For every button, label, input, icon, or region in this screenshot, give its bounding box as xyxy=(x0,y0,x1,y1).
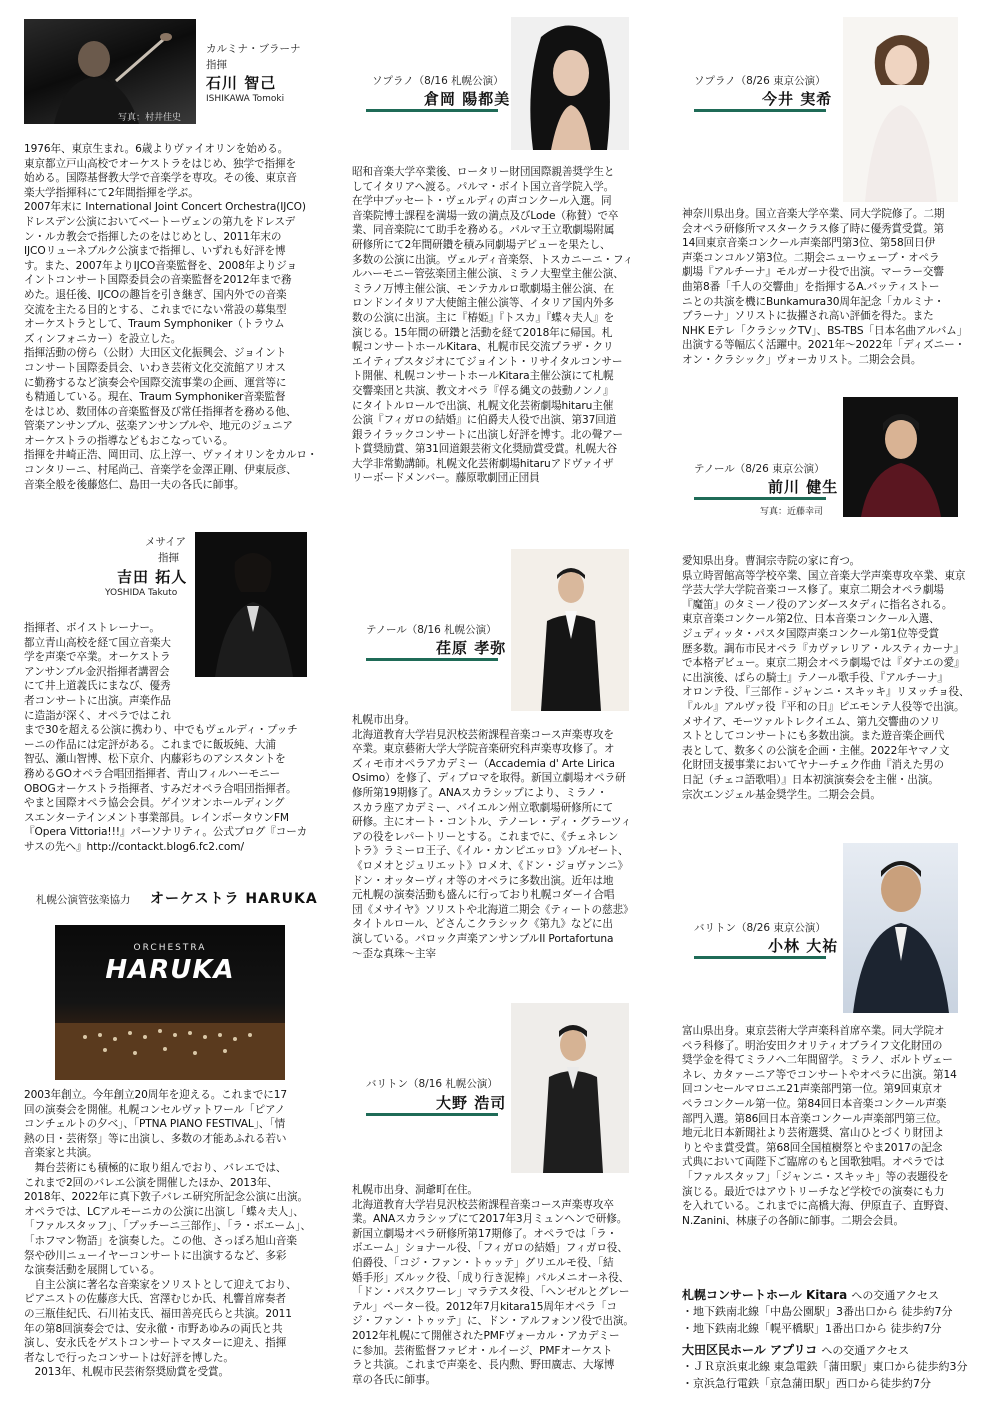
yoshida-romaji: YOSHIDA Takuto xyxy=(105,588,178,598)
kuraoka-bio: 昭和音楽大学卒業後、ロータリー財団国際親善奨学生と してイタリアへ渡る。パルマ・ボイト国立音学院入学。 在学中プッセート・ヴェルディの声コンクール入選。同 音楽院博士課程を満場一致の満点及びLode（称賛）で卒 業、同音楽院にて助手を務める。パルマ王立歌劇場附属 研修所にて2年間研鑽を積み同劇場デビューを果たし、 多数の公演に出演。ヴェルディ音楽祭、トスカニーニ・フィ ルハーモニー管弦楽団主催公演、ミラノ大聖堂主催公演、 ミラノ万博主催公演、モンテカルロ歌劇場主催公演、在 ロンドンイタリア大使館主催公演等、イタリア国内外多 数の公演に出演。主に『椿姫』『トスカ』『蝶々夫人』を 演じる。15年間の研鑽と活動を経て2018年に帰国。札 幌コンサートホールKitara、札幌市民交流プラザ・クリ エイティブスタジオにてジョイント・リサイタルコンサー ト開催、札幌コンサートホールKitara主催公演にて札幌 交響楽団と共演、教文オペラ『俘る縄文の鼓動ノンノ』 にタイトルロールで出演、札幌文化芸術劇場hitaru主催 公演『フィガロの結婚』に伯爵夫人役で出演、第37回道 銀ライラックコンサートに出演し好評を博す。北の聲アー ト賞奨励賞、第31回道銀芸術文化奨励賞受賞。札幌大谷 大学非常勤講師。札幌文化芸術劇場hitaruアドヴァイザ リーボードメンバー。藤原歌劇団正団員 xyxy=(352,166,634,485)
kitara-access-suffix: への交通アクセス xyxy=(851,1289,940,1302)
kitara-access-line-1: ・地下鉄南北線「中島公園駅」3番出口から 徒歩約7分 xyxy=(682,1305,953,1318)
kuraoka-name: 倉岡 陽都美 xyxy=(424,90,511,108)
kuraoka-photo xyxy=(511,17,629,150)
ishikawa-romaji: ISHIKAWA Tomoki xyxy=(206,94,285,104)
ohno-photo xyxy=(511,1003,629,1173)
kobayashi-role: バリトン（8/26 東京公演） xyxy=(694,922,826,934)
imai-bio: 神奈川県出身。国立音楽大学卒業、同大学院修了。二期 会オペラ研修所マスタークラス修了時に優秀賞受賞。第 14回東京音楽コンクール声楽部門第3位、第58回日伊 声楽コンコルソ第3位。二期会ニューウェーブ・オペラ 劇場『アルチーナ』モルガーナ役で出演。マーラー交響 曲第8番「千人の交響曲」を指揮するA.バッティストー ニとの共演を機にBunkamura30周年記念「カルミナ・ ブラーナ」ソリストに抜擢され高い評価を得た。また NHK Eテレ「クラシックTV」、BS-TBS「日本名曲アルバム」 出演する等幅広く活躍中。2021年～2022年「ディズニー・ オン・クラシック」ヴォーカリスト。二期会会員。 xyxy=(682,208,968,366)
maekawa-underline xyxy=(694,497,826,500)
kuraoka-underline xyxy=(366,109,498,112)
yoshida-role-piece: メサイア xyxy=(145,536,186,548)
kanbara-name: 荏原 孝弥 xyxy=(436,639,507,657)
kanbara-role: テノール（8/16 札幌公演） xyxy=(366,624,497,636)
kanbara-photo xyxy=(511,549,629,711)
kitara-access-venue: 札幌コンサートホール Kitara xyxy=(682,1288,848,1302)
ohno-role: バリトン（8/16 札幌公演） xyxy=(366,1078,498,1090)
aprico-access-suffix: への交通アクセス xyxy=(821,1344,910,1357)
yoshida-name: 吉田 拓人 xyxy=(117,568,188,586)
haruka-logo-main: HARUKA xyxy=(105,955,235,985)
haruka-support-label: 札幌公演管弦楽協力 xyxy=(36,894,131,906)
haruka-photo xyxy=(55,925,285,1080)
aprico-access-line-2: ・京浜急行電鉄「京急蒲田駅」西口から徒歩約7分 xyxy=(682,1377,931,1390)
maekawa-photo-credit: 写真：近藤幸司 xyxy=(760,507,824,517)
imai-underline xyxy=(694,109,826,112)
ishikawa-role-piece: カルミナ・ブラーナ xyxy=(206,43,301,55)
imai-portrait xyxy=(843,17,958,202)
ohno-name: 大野 浩司 xyxy=(436,1094,507,1112)
yoshida-bio: 指揮者、ボイストレーナー。 都立青山高校を経て国立音楽大 学を声楽で卒業。オーケストラ アンサンブル金沢指揮者講習会 にて井上道義氏にまなび、優秀 者コンサートに出演。声楽作品 に造詣が深く、オペラではこれ まで30を超える公演に携わり、中でもヴェルディ・プッチ ーニの作品には定評がある。これまでに飯坂純、大浦 智弘、瀬山智博、松下京介、内藤彩ちのアシスタントを 務めるGOオペラ合唱団指揮者、青山フィルハーモニー OBOGオーケストラ指揮者、すみだオペラ合唱団指揮者。 やまと国際オペラ協会会員。ゲイツオンホールディング スエンターテインメント事業部員。レインボータウンFM 『Opera Vittoria!!!』パーソナリティ。公式ブログ『コーカ サスの先へ』http://contackt.blog6.fc2.com/ xyxy=(24,622,308,853)
kitara-access-title xyxy=(682,1286,939,1303)
aprico-access-venue: 大田区民ホール アプリコ xyxy=(682,1343,818,1357)
kitara-access-line-2: ・地下鉄南北線「幌平橋駅」1番出口から 徒歩約7分 xyxy=(682,1322,942,1335)
haruka-bio: 2003年創立。今年創立20周年を迎える。これまでに17 回の演奏会を開催。札幌コンセルヴァトワール「ピアノ コンチェルトの夕べ」、「PTNA PIANO FESTIVAL」、「情 熱の日・芸術祭」等に出演し、多数の才能あふれる若い 音楽家と共演。 舞台芸術にも積極的に取り組んでおり、バレエでは、 これまで2回のバレエ公演を開催したほか、2013年、 2018年、2022年に真下敦子バレエ研究所記念公演に出演。 オペラでは、LCアルモーニカの公演に出演し「蝶々夫人」、 「ファルスタッフ」、「プッチーニ三部作」、「ラ・ボエーム」、 「ホフマン物語」を演奏した。この他、さっぽろ旭山音楽 祭や砂川ニューイヤーコンサートに出演するなど、多彩 な演奏活動を展開している。 自主公演に著名な音楽家をソリストとして迎えており、 ピアニストの佐藤彦大氏、宮澤むじか氏、札響首席奏者 の三瓶佳紀氏、石川祐支氏、福田善亮氏らと共演。2011 年の第8回演奏会では、安永徹・市野あゆみの両氏と共 演し、安永氏をゲストコンサートマスターに迎え、指揮 者なしで行ったコンサートは好評を博した。 2013年、札幌市民芸術祭奨励賞を受賞。 xyxy=(24,1089,312,1379)
ishikawa-bio: 1976年、東京生まれ。6歳よりヴァイオリンを始める。 東京都立戸山高校でオーケストラをはじめ、独学で指揮を 始める。国際基督教大学で音楽学を専攻。その後、東京音 楽大学指揮科にて2年間指揮を学ぶ。 2007年末に International Joint Concert Orchestra(IJCO) ドレスデン公演においてベートーヴェンの第九をドレスデ ン・ルカ教会で指揮したのをはじめとし、2011年末の IJCOリューネブルク公演まで指揮し、いずれも好評を博 す。また、2007年よりIJCO音楽監督を、2008年よりジョ イントコンサート国際委員会の音楽監督を2012年まで務 めた。退任後、IJCOの趣旨を引き継ぎ、国内外での音楽 交流を主たる目的とする、これまでにない常設の募集型 オーケストラとして、Traum Symphoniker（トラウム ズィンフォニカー）を設立した。 指揮活動の傍ら（公財）大田区文化振興会、ジョイント コンサート国際委員会、いわき芸術文化交流館アリオス に勤務するなど演奏会や国際交流事業の企画、運営等に も精通している。現在、Traum Symphoniker音楽監督 をはじめ、数団体の音楽監督及び常任指揮者を務める他、 管楽アンサンブル、弦楽アンサンブルや、地元のジュニア オーケストラの指導などもおこなっている。 指揮を井崎正浩、岡田司、広上淳一、ヴァイオリンをカルロ・ コンタリーニ、村尾尚己、音楽学を金澤正剛、伊東辰彦、 音楽全般を後藤悠仁、島田一夫の各氏に師事。 xyxy=(24,143,318,491)
ishikawa-name: 石川 智己 xyxy=(206,74,277,92)
yoshida-role-title: 指揮 xyxy=(158,552,179,564)
aprico-access-title xyxy=(682,1341,909,1358)
kobayashi-name: 小林 大祐 xyxy=(768,937,839,955)
haruka-logo-top: ORCHESTRA xyxy=(133,943,207,953)
kuraoka-role: ソプラノ（8/16 札幌公演） xyxy=(372,75,504,87)
maekawa-photo xyxy=(843,397,958,517)
imai-role: ソプラノ（8/26 東京公演） xyxy=(694,75,826,87)
ohno-portrait xyxy=(511,1003,629,1173)
ohno-underline xyxy=(366,1113,498,1116)
kobayashi-underline xyxy=(694,956,826,959)
kobayashi-bio: 富山県出身。東京芸術大学声楽科首席卒業。同大学院オ ペラ科修了。明治安田クオリティオブライフ文化財団の 奨学金を得てミラノへ二年間留学。ミラノ、ボルトヴェー ネレ、カタァーニア等でコンサートやオペラに出演。第14 回コンセールマロニエ21声楽部門第一位。第9回東京オ ペラコンクール第一位。第84回日本音楽コンクール声楽 部門入選。第86回日本音楽コンクール声楽部門第三位。 地元北日本新聞社より芸術選奨、富山ひとづくり財団よ りとやま賞受賞。第68回全国植樹祭とやま2017の記念 式典において両陛下ご臨席のもと国歌独唱。オペラでは 「ファルスタッフ」「ジャンニ・スキッキ」等の表題役を 演じる。最近ではアウトリーチなど学校での演奏にも力 を入れている。これまでに高橋大海、伊原直子、直野資、 N.Zanini、林康子の各師に師事。二期会会員。 xyxy=(682,1025,957,1227)
maekawa-bio: 愛知県出身。曹洞宗寺院の家に育つ。 県立時習館高等学校卒業、国立音楽大学声楽専攻卒業、東京 学芸大学大学院音楽コース修了。東京二期会オペラ劇場 『魔笛』のタミーノ役のアンダースタディに指名される。 東京音楽コンクール第2位、日本音楽コンクール入選、 ジュディッタ・パスタ国際声楽コンクール第1位等受賞 歴多数。調布市民オペラ『カヴァレリア・ルスティカーナ』 で本格デビュー。東京二期会オペラ劇場では『ダナエの愛』 に出演後、ぱらの騎士』テノール歌手役、『アルチーナ』 オロンテ役、『三部作 - ジャンニ・スキッキ』リヌッチョ役、 『ルル』アルヴァ役『平和の日』ピエモンテ人役等で出演。 メサイア、モーツァルトレクイエム、第九交響曲のソリ ストとしてコンサートにも多数出演。また遊音楽企画代 表として、数多くの公演を企画・主催。2022年ヤマノ文 化財団支援事業においてヤナーチェク作曲『消えた男の 日記（チェコ語歌唱）』日本初演演奏会を主催・出演。 宗次エンジェル基金奨学生。二期会会員。 xyxy=(682,555,970,801)
kobayashi-photo xyxy=(843,843,958,1013)
ishikawa-photo xyxy=(24,19,196,124)
maekawa-portrait xyxy=(843,397,958,517)
haruka-name: オーケストラ HARUKA xyxy=(150,891,318,907)
aprico-access-line-1: ・ＪＲ京浜東北線 東急電鉄「蒲田駅」東口から徒歩約3分 xyxy=(682,1360,968,1373)
ohno-bio: 札幌市出身、洞爺町在住。 北海道教育大学岩見沢校芸術課程音楽コース声楽専攻卒 業。ANAスカラシップにて2017年3月ミュンヘンで研修。 新国立劇場オペラ研修所第17期修了。オペラでは「ラ・ ボエーム」ショナール役、「フィガロの結婚」フィガロ役、 伯爵役、「コジ・ファン・トゥッテ」グリエルモ役、「結 婚手形」ズルック役、「成り行き泥棒」パルメニオーネ役、 「ドン・パスクワーレ」マラテスタ役、「ヘンゼルとグレー テル」ペーター役。2012年7月kitara15周年オペラ「コ ジ・ファン・トゥッテ」に、ドン・アルフォンソ役で出演。 2012年札幌にて開催されたPMFヴォーカル・アカデミー に参加。芸術監督ファビオ・ルイージ、PMFオーケスト ラと共演。これまで声楽を、長内勲、野田廣志、大塚博 章の各氏に師事。 xyxy=(352,1184,634,1386)
kuraoka-portrait xyxy=(511,17,629,150)
maekawa-name: 前川 健生 xyxy=(768,478,839,496)
kanbara-bio: 札幌市出身。 北海道教育大学岩見沢校芸術課程音楽コース声楽専攻を 卒業。東京藝術大学大学院音楽研究科声楽専攻修了。オ ズィモ市オペラアカデミー（Accademia d' Arte Lirica Osimo）を修了、ディプロマを取得。新国立劇場オペラ研 修所第19期修了。ANAスカラシップにより、ミラノ・ スカラ座アカデミー、バイエルン州立歌劇場研修所にて 研修。主にオート・コントル、テノーレ・ディ・グラーツィ アの役をレパートリーとする。これまでに、《チェネレン トラ》ラミーロ王子、《イル・カンピエッロ》ゾルゼート、 《ロメオとジュリエット》ロメオ、《ドン・ジョヴァンニ》 ドン・オッターヴィオ等のオペラに多数出演。近年は地 元札幌の演奏活動も盛んに行っており札幌コダーイ合唱 団《メサイヤ》ソリストや北海道二期会《ティートの慈悲》 タイトルロール、どさんこクラシック《第九》などに出 演している。バロック声楽アンサンブルIl Portafortuna ～歪な真珠～主宰 xyxy=(352,714,634,960)
imai-name: 今井 実希 xyxy=(762,90,833,108)
kobayashi-portrait xyxy=(843,843,958,1013)
imai-photo xyxy=(843,17,958,202)
kanbara-portrait xyxy=(511,549,629,711)
kanbara-underline xyxy=(366,658,498,661)
ishikawa-role-title: 指揮 xyxy=(206,59,227,71)
maekawa-role: テノール（8/26 東京公演） xyxy=(694,463,825,475)
conductor-silhouette xyxy=(24,19,196,124)
ishikawa-photo-credit: 写真：村井佳史 xyxy=(118,113,182,123)
